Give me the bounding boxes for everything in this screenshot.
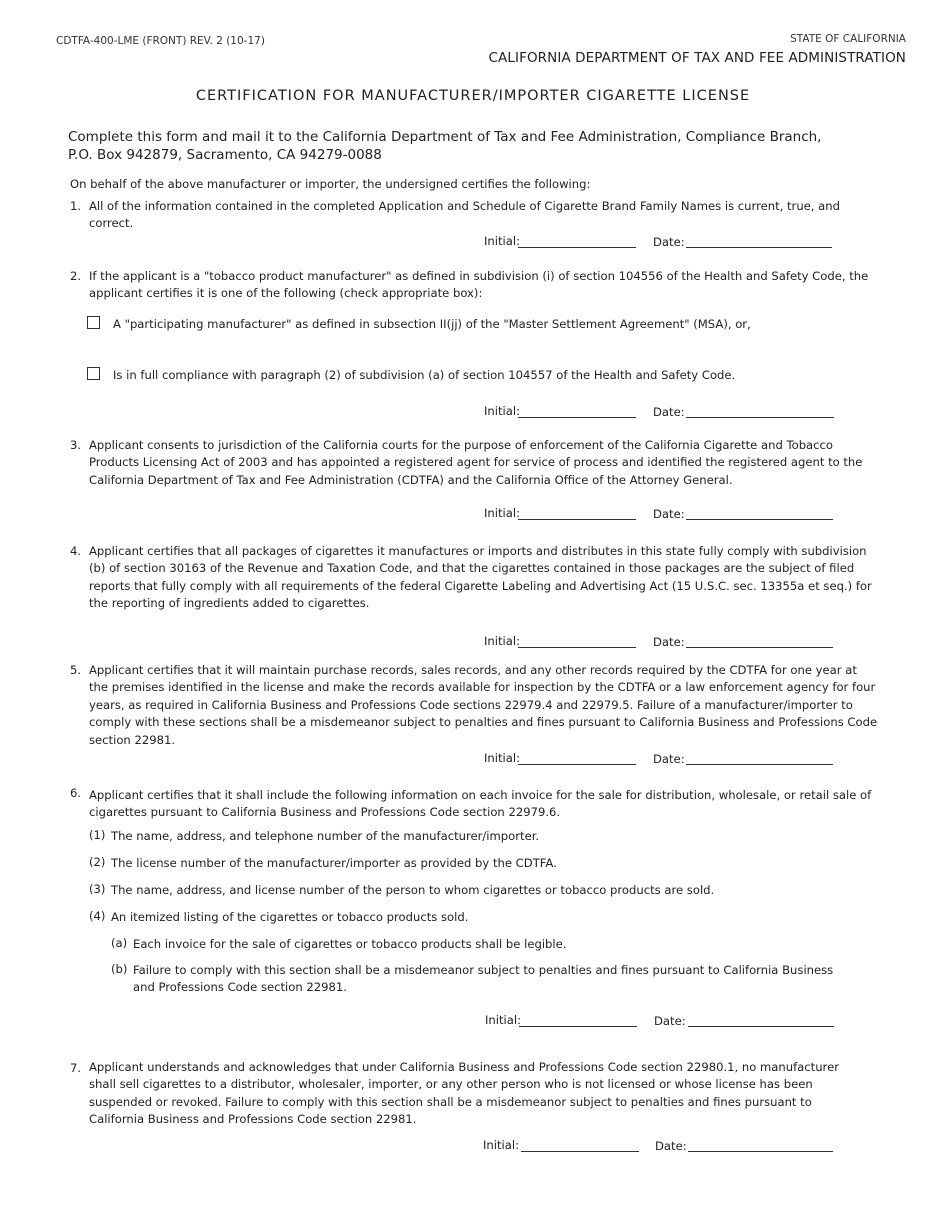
item-3-date-label: Date: xyxy=(653,507,685,521)
item-1-date-field[interactable] xyxy=(686,247,832,248)
subsubitem-a-text: Each invoice for the sale of cigarettes or tobacco products shall be legible. xyxy=(133,937,567,951)
item-2-date-label: Date: xyxy=(653,405,685,419)
subsubitem-b-text: Failure to comply with this section shall be a misdemeanor subject to penalties and fines pursuant to California Business and Professions Code section 22981. xyxy=(133,963,834,995)
item-6-initial-label: Initial: xyxy=(485,1013,521,1027)
item-6-text: Applicant certifies that it shall include the following information on each invoice for the sale for distribution, wholesale, or retail sale of cigarettes pursuant to California Business and Professions Code section 22979.6. xyxy=(89,788,872,820)
item-2-text: If the applicant is a "tobacco product manufacturer" as defined in subdivision (i) of section 104556 of the Health and Safety Code, the applicant certifies it is one of the following (check appropriate box): xyxy=(89,269,869,301)
item-7-number: 7. xyxy=(70,1061,82,1075)
subitem-4-number: (4) xyxy=(89,909,106,923)
option-full-compliance-checkbox[interactable] xyxy=(87,367,100,380)
item-7-date-label: Date: xyxy=(655,1139,687,1153)
instructions-line-2: P.O. Box 942879, Sacramento, CA 94279-0088 xyxy=(68,147,382,163)
item-7-initial-label: Initial: xyxy=(483,1138,519,1152)
subitem-2-number: (2) xyxy=(89,855,106,869)
item-5-number: 5. xyxy=(70,663,82,677)
department-name: CALIFORNIA DEPARTMENT OF TAX AND FEE ADMINISTRATION xyxy=(488,50,906,66)
option-participating-manufacturer-label: A "participating manufacturer" as defined in subsection II(jj) of the "Master Settlement Agreement" (MSA), or, xyxy=(113,317,751,331)
item-3-initial-label: Initial: xyxy=(484,506,520,520)
subitem-4-text: An itemized listing of the cigarettes or tobacco products sold. xyxy=(111,910,469,924)
item-5-initial-field[interactable] xyxy=(518,764,636,765)
item-5-date-label: Date: xyxy=(653,752,685,766)
item-6-date-field[interactable] xyxy=(688,1026,834,1027)
item-5-initial-label: Initial: xyxy=(484,751,520,765)
subitem-3-number: (3) xyxy=(89,882,106,896)
item-6-number: 6. xyxy=(70,786,82,800)
subsubitem-b-number: (b) xyxy=(111,962,128,976)
item-4-initial-label: Initial: xyxy=(484,634,520,648)
option-full-compliance-label: Is in full compliance with paragraph (2) of subdivision (a) of section 104557 of the Health and Safety Code. xyxy=(113,368,736,382)
form-title: CERTIFICATION FOR MANUFACTURER/IMPORTER CIGARETTE LICENSE xyxy=(195,88,751,104)
item-4-date-field[interactable] xyxy=(686,647,833,648)
item-7-date-field[interactable] xyxy=(688,1151,833,1152)
item-4-initial-field[interactable] xyxy=(518,647,636,648)
item-1-initial-field[interactable] xyxy=(518,247,636,248)
option-participating-manufacturer-checkbox[interactable] xyxy=(87,316,100,329)
form-number: CDTFA-400-LME (FRONT) REV. 2 (10-17) xyxy=(56,35,265,47)
item-3-number: 3. xyxy=(70,438,82,452)
item-7-initial-field[interactable] xyxy=(521,1151,639,1152)
subitem-1-text: The name, address, and telephone number of the manufacturer/importer. xyxy=(111,829,540,843)
item-1-initial-label: Initial: xyxy=(484,234,520,248)
item-3-date-field[interactable] xyxy=(686,519,833,520)
item-2-initial-label: Initial: xyxy=(484,404,520,418)
item-2-initial-field[interactable] xyxy=(518,417,636,418)
item-1-text: All of the information contained in the completed Application and Schedule of Cigarette Brand Family Names is current, true, and correct. xyxy=(89,199,840,231)
item-4-number: 4. xyxy=(70,544,82,558)
item-5-text: Applicant certifies that it will maintain purchase records, sales records, and any other records required by the CDTFA for one year at the premises identified in the license and make the records available for inspection by the CDTFA or a law enforcement agency for four years, as required in California Business and Professions Code sections 22979.4 and 22979.5. Failure of a manufacturer/importer to comply with these sections shall be a misdemeanor subject to penalties and fines pursuant to California Business and Professions Code section 22981. xyxy=(89,663,878,747)
subitem-3-text: The name, address, and license number of the person to whom cigarettes or tobacco products are sold. xyxy=(111,883,715,897)
item-3-initial-field[interactable] xyxy=(518,519,636,520)
subsubitem-a-number: (a) xyxy=(111,936,128,950)
item-4-text: Applicant certifies that all packages of cigarettes it manufactures or imports and distributes in this state fully comply with subdivision (b) of section 30163 of the Revenue and Taxation Code, and that the cigarettes contained in those packages are the subject of filed reports that fully comply with all requirements of the federal Cigarette Labeling and Advertising Act (15 U.S.C. sec. 13355a et seq.) for the reporting of ingredients added to cigarettes. xyxy=(89,544,872,611)
preamble: On behalf of the above manufacturer or importer, the undersigned certifies the following: xyxy=(70,177,591,191)
item-6-date-label: Date: xyxy=(654,1014,686,1028)
item-5-date-field[interactable] xyxy=(686,764,833,765)
mailing-instructions xyxy=(68,128,888,164)
item-1-number: 1. xyxy=(70,199,82,213)
item-7-text: Applicant understands and acknowledges that under California Business and Professions Code section 22980.1, no manufacturer shall sell cigarettes to a distributor, wholesaler, importer, or any other person who is not licensed or whose license has been suspended or revoked. Failure to comply with this section shall be a misdemeanor subject to penalties and fines pursuant to California Business and Professions Code section 22981. xyxy=(89,1060,839,1127)
instructions-line-1: Complete this form and mail it to the California Department of Tax and Fee Administration, Compliance Branch, xyxy=(68,129,822,145)
item-4-date-label: Date: xyxy=(653,635,685,649)
item-2-number: 2. xyxy=(70,269,82,283)
subitem-1-number: (1) xyxy=(89,828,106,842)
item-6-initial-field[interactable] xyxy=(519,1026,637,1027)
item-1-date-label: Date: xyxy=(653,235,685,249)
state-label: STATE OF CALIFORNIA xyxy=(790,33,906,45)
item-3-text: Applicant consents to jurisdiction of the California courts for the purpose of enforcement of the California Cigarette and Tobacco Products Licensing Act of 2003 and has appointed a registered agent for service of process and identified the registered agent to the California Department of Tax and Fee Administration (CDTFA) and the California Office of the Attorney General. xyxy=(89,438,863,487)
subitem-2-text: The license number of the manufacturer/importer as provided by the CDTFA. xyxy=(111,856,557,870)
item-2-date-field[interactable] xyxy=(686,417,834,418)
